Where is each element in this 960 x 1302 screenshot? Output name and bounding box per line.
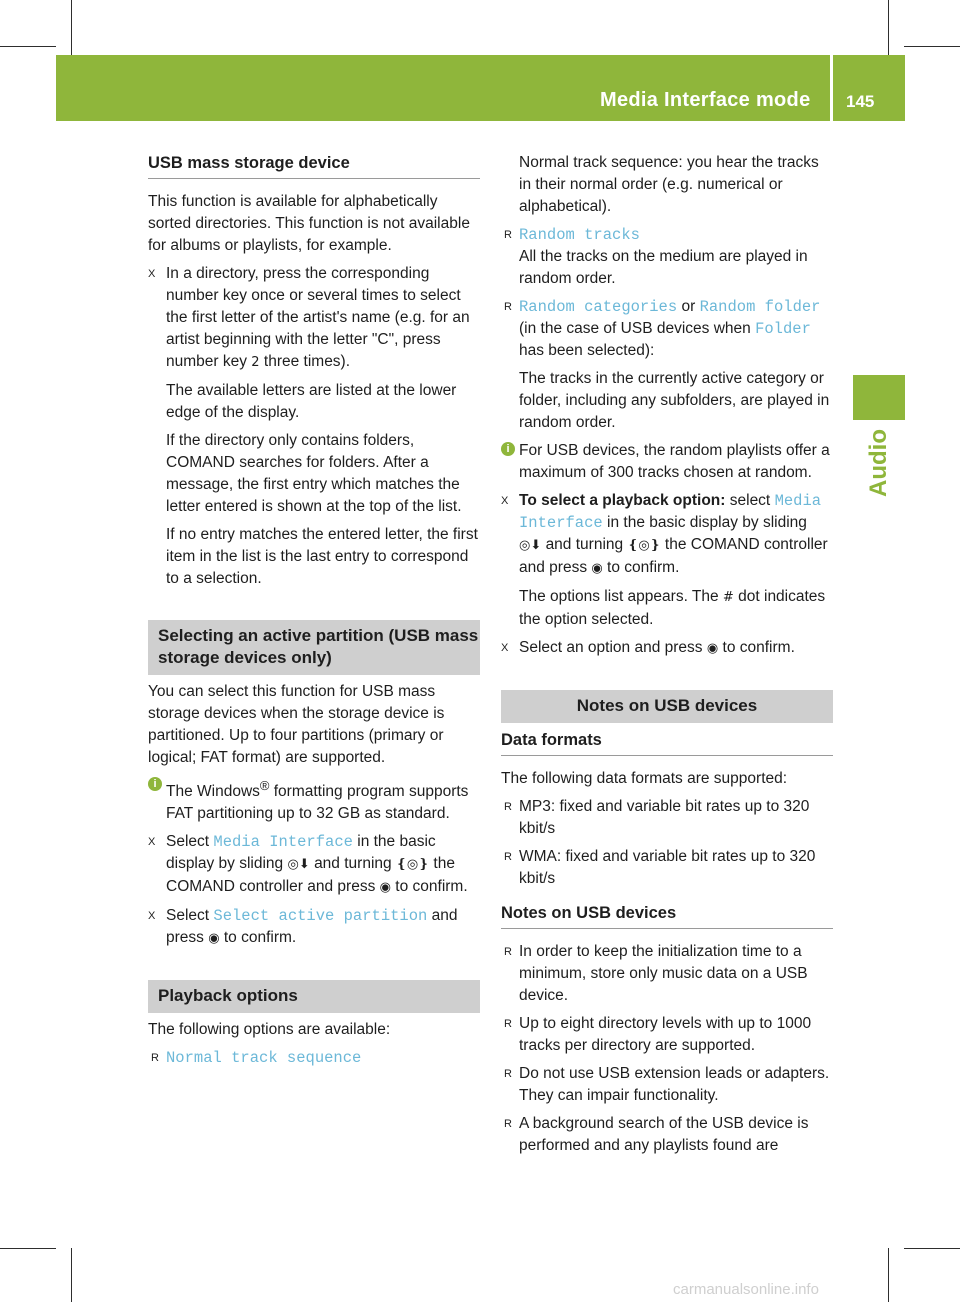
list-text: Up to eight directory levels with up to 1000 tracks per directory are supported. — [519, 1015, 812, 1054]
instruction-step — [501, 637, 833, 660]
left-column — [148, 152, 480, 1069]
paragraph: All the tracks on the medium are played in random order. — [519, 248, 808, 287]
section-band: Selecting an active partition (USB mass storage devices only) — [148, 620, 480, 675]
section-band: Notes on USB devices — [501, 690, 833, 723]
paragraph: This function is available for alphabetically sorted directories. This function is not available for albums or playlists, for example. — [148, 193, 470, 254]
turn-controller-icon: ❴◎❵ — [627, 538, 661, 553]
list-item — [501, 796, 833, 840]
page-title: Media Interface mode — [600, 89, 811, 111]
step-text: and turning — [545, 536, 624, 553]
crop-mark — [71, 1248, 72, 1302]
paragraph: You can select this function for USB mass storage devices when the storage device is partitioned. Up to four partitions (primary or logical; FAT format) are supported. — [148, 683, 445, 766]
page-number: 145 — [846, 92, 875, 111]
instruction-step — [148, 831, 480, 899]
step-text: in the basic display by sliding — [166, 833, 436, 873]
bullet-icon: R — [504, 1118, 512, 1130]
info-note — [501, 440, 833, 484]
info-icon: i — [501, 442, 515, 456]
watermark[interactable]: carmanualsonline.info — [673, 1281, 819, 1298]
bullet-icon: R — [504, 851, 512, 863]
menu-item-label: Media Interface — [519, 492, 822, 532]
step-marker-icon: X — [501, 642, 509, 654]
step-text: the COMAND controller and press — [519, 536, 828, 576]
press-controller-icon: ◉ — [706, 641, 719, 656]
list-item — [501, 1063, 833, 1107]
registered-mark: ® — [259, 778, 270, 793]
bullet-icon: R — [504, 301, 512, 313]
paragraph: If no entry matches the entered letter, the first item in the list is the last entry to correspond to a selection. — [166, 526, 478, 587]
number-key-icon: 2 — [251, 355, 260, 370]
header-divider — [830, 55, 833, 121]
step-text: to confirm. — [395, 878, 468, 896]
crop-mark — [904, 46, 960, 47]
step-text: and turning — [314, 855, 392, 873]
note-text: The Windows — [166, 783, 260, 801]
press-controller-icon: ◉ — [591, 561, 603, 576]
bullet-icon: R — [504, 229, 512, 241]
list-item — [148, 1047, 480, 1069]
list-text: MP3: fixed and variable bit rates up to 320 kbit/s — [519, 798, 810, 837]
step-text: dot indicates the option selected. — [519, 588, 826, 628]
bullet-icon: R — [151, 1052, 159, 1065]
slide-down-icon: ◎⬇ — [287, 857, 310, 873]
step-marker-icon: X — [148, 836, 156, 849]
step-text: select — [729, 492, 771, 509]
list-item — [501, 941, 833, 1007]
step-text: Select — [166, 907, 210, 925]
step-marker-icon: X — [148, 910, 156, 923]
list-item — [501, 846, 833, 890]
step-text: to confirm. — [223, 929, 297, 947]
section-band: Playback options — [148, 980, 480, 1013]
bullet-icon: R — [504, 1018, 512, 1030]
list-item — [501, 1013, 833, 1057]
crop-mark — [71, 0, 72, 55]
step-text: Select an option and press — [519, 639, 703, 656]
right-column — [501, 152, 833, 1157]
crop-mark — [0, 46, 56, 47]
menu-item-label: Folder — [755, 320, 811, 338]
list-text: In order to keep the initialization time to a minimum, store only music data on a USB device. — [519, 943, 808, 1004]
menu-item-label: Random tracks — [519, 226, 640, 244]
bullet-icon: R — [504, 1068, 512, 1080]
info-icon: i — [148, 777, 162, 791]
note-text: formatting program supports FAT partitioning up to 32 GB as standard. — [166, 783, 469, 823]
list-text: or — [681, 298, 696, 315]
list-text: has been selected): — [519, 342, 655, 359]
instruction-step — [148, 263, 480, 590]
menu-item-label: Media Interface — [213, 833, 353, 852]
crop-mark — [888, 1248, 889, 1302]
list-text: A background search of the USB device is performed and any playlists found are — [519, 1115, 809, 1154]
side-tab-marker — [853, 375, 905, 420]
dot-icon: # — [722, 590, 734, 605]
section-heading: Notes on USB devices — [501, 902, 833, 929]
bullet-icon: R — [504, 946, 512, 958]
step-text: to confirm. — [722, 639, 795, 656]
menu-item-label: Random categories — [519, 298, 678, 316]
slide-down-icon: ◎⬇ — [519, 538, 542, 553]
list-item — [501, 296, 833, 434]
section-heading: Data formats — [501, 729, 833, 756]
paragraph: The tracks in the currently active category or folder, including any subfolders, are played in random order. — [519, 370, 830, 431]
side-tab-label — [860, 428, 898, 498]
bullet-icon: R — [504, 801, 512, 813]
crop-mark — [0, 1248, 56, 1249]
paragraph: The following data formats are supported: — [501, 770, 788, 787]
list-text: (in the case of USB devices when — [519, 320, 751, 337]
list-text: Do not use USB extension leads or adapters. They can impair functionality. — [519, 1065, 830, 1104]
paragraph: If the directory only contains folders, COMAND searches for folders. After a message, the first entry which matches the letter entered is shown at the top of the list. — [166, 432, 462, 515]
crop-mark — [904, 1248, 960, 1249]
list-item — [501, 1113, 833, 1157]
side-tab-text: Audio — [865, 429, 892, 497]
menu-item-label: Normal track sequence — [166, 1049, 362, 1068]
info-note — [148, 775, 480, 825]
note-text: For USB devices, the random playlists offer a maximum of 300 tracks chosen at random. — [519, 442, 830, 481]
instruction-step — [148, 905, 480, 950]
step-marker-icon: X — [501, 495, 509, 507]
list-item — [501, 224, 833, 290]
step-text: In a directory, press the corresponding number key once or several times to select the first letter of the artist's name (e.g. for an artist beginning with the letter "C", press number key — [166, 265, 470, 370]
step-text: the COMAND controller and press — [166, 855, 455, 896]
paragraph: The following options are available: — [148, 1021, 391, 1039]
step-text: in the basic display by sliding — [607, 514, 807, 531]
turn-controller-icon: ❴◎❵ — [395, 857, 430, 873]
step-text: to confirm. — [607, 559, 680, 576]
instruction-step — [501, 490, 833, 631]
list-text: WMA: fixed and variable bit rates up to 320 kbit/s — [519, 848, 816, 887]
menu-item-label: Select active partition — [213, 907, 428, 926]
step-text: Select — [166, 833, 210, 851]
paragraph: The available letters are listed at the lower edge of the display. — [166, 382, 457, 421]
paragraph: Normal track sequence: you hear the tracks in their normal order (e.g. numerical or alphabetical). — [519, 154, 819, 215]
menu-item-label: Random folder — [699, 298, 821, 316]
press-controller-icon: ◉ — [379, 880, 391, 896]
crop-mark — [888, 0, 889, 55]
step-marker-icon: X — [148, 268, 156, 280]
step-bold-text: To select a playback option: — [519, 492, 726, 509]
step-text: The options list appears. The — [519, 588, 719, 605]
list-item-continuation — [501, 152, 833, 218]
step-text: and press — [166, 907, 458, 947]
step-text: three times). — [263, 353, 351, 370]
press-controller-icon: ◉ — [208, 931, 220, 947]
section-heading: USB mass storage device — [148, 152, 480, 179]
